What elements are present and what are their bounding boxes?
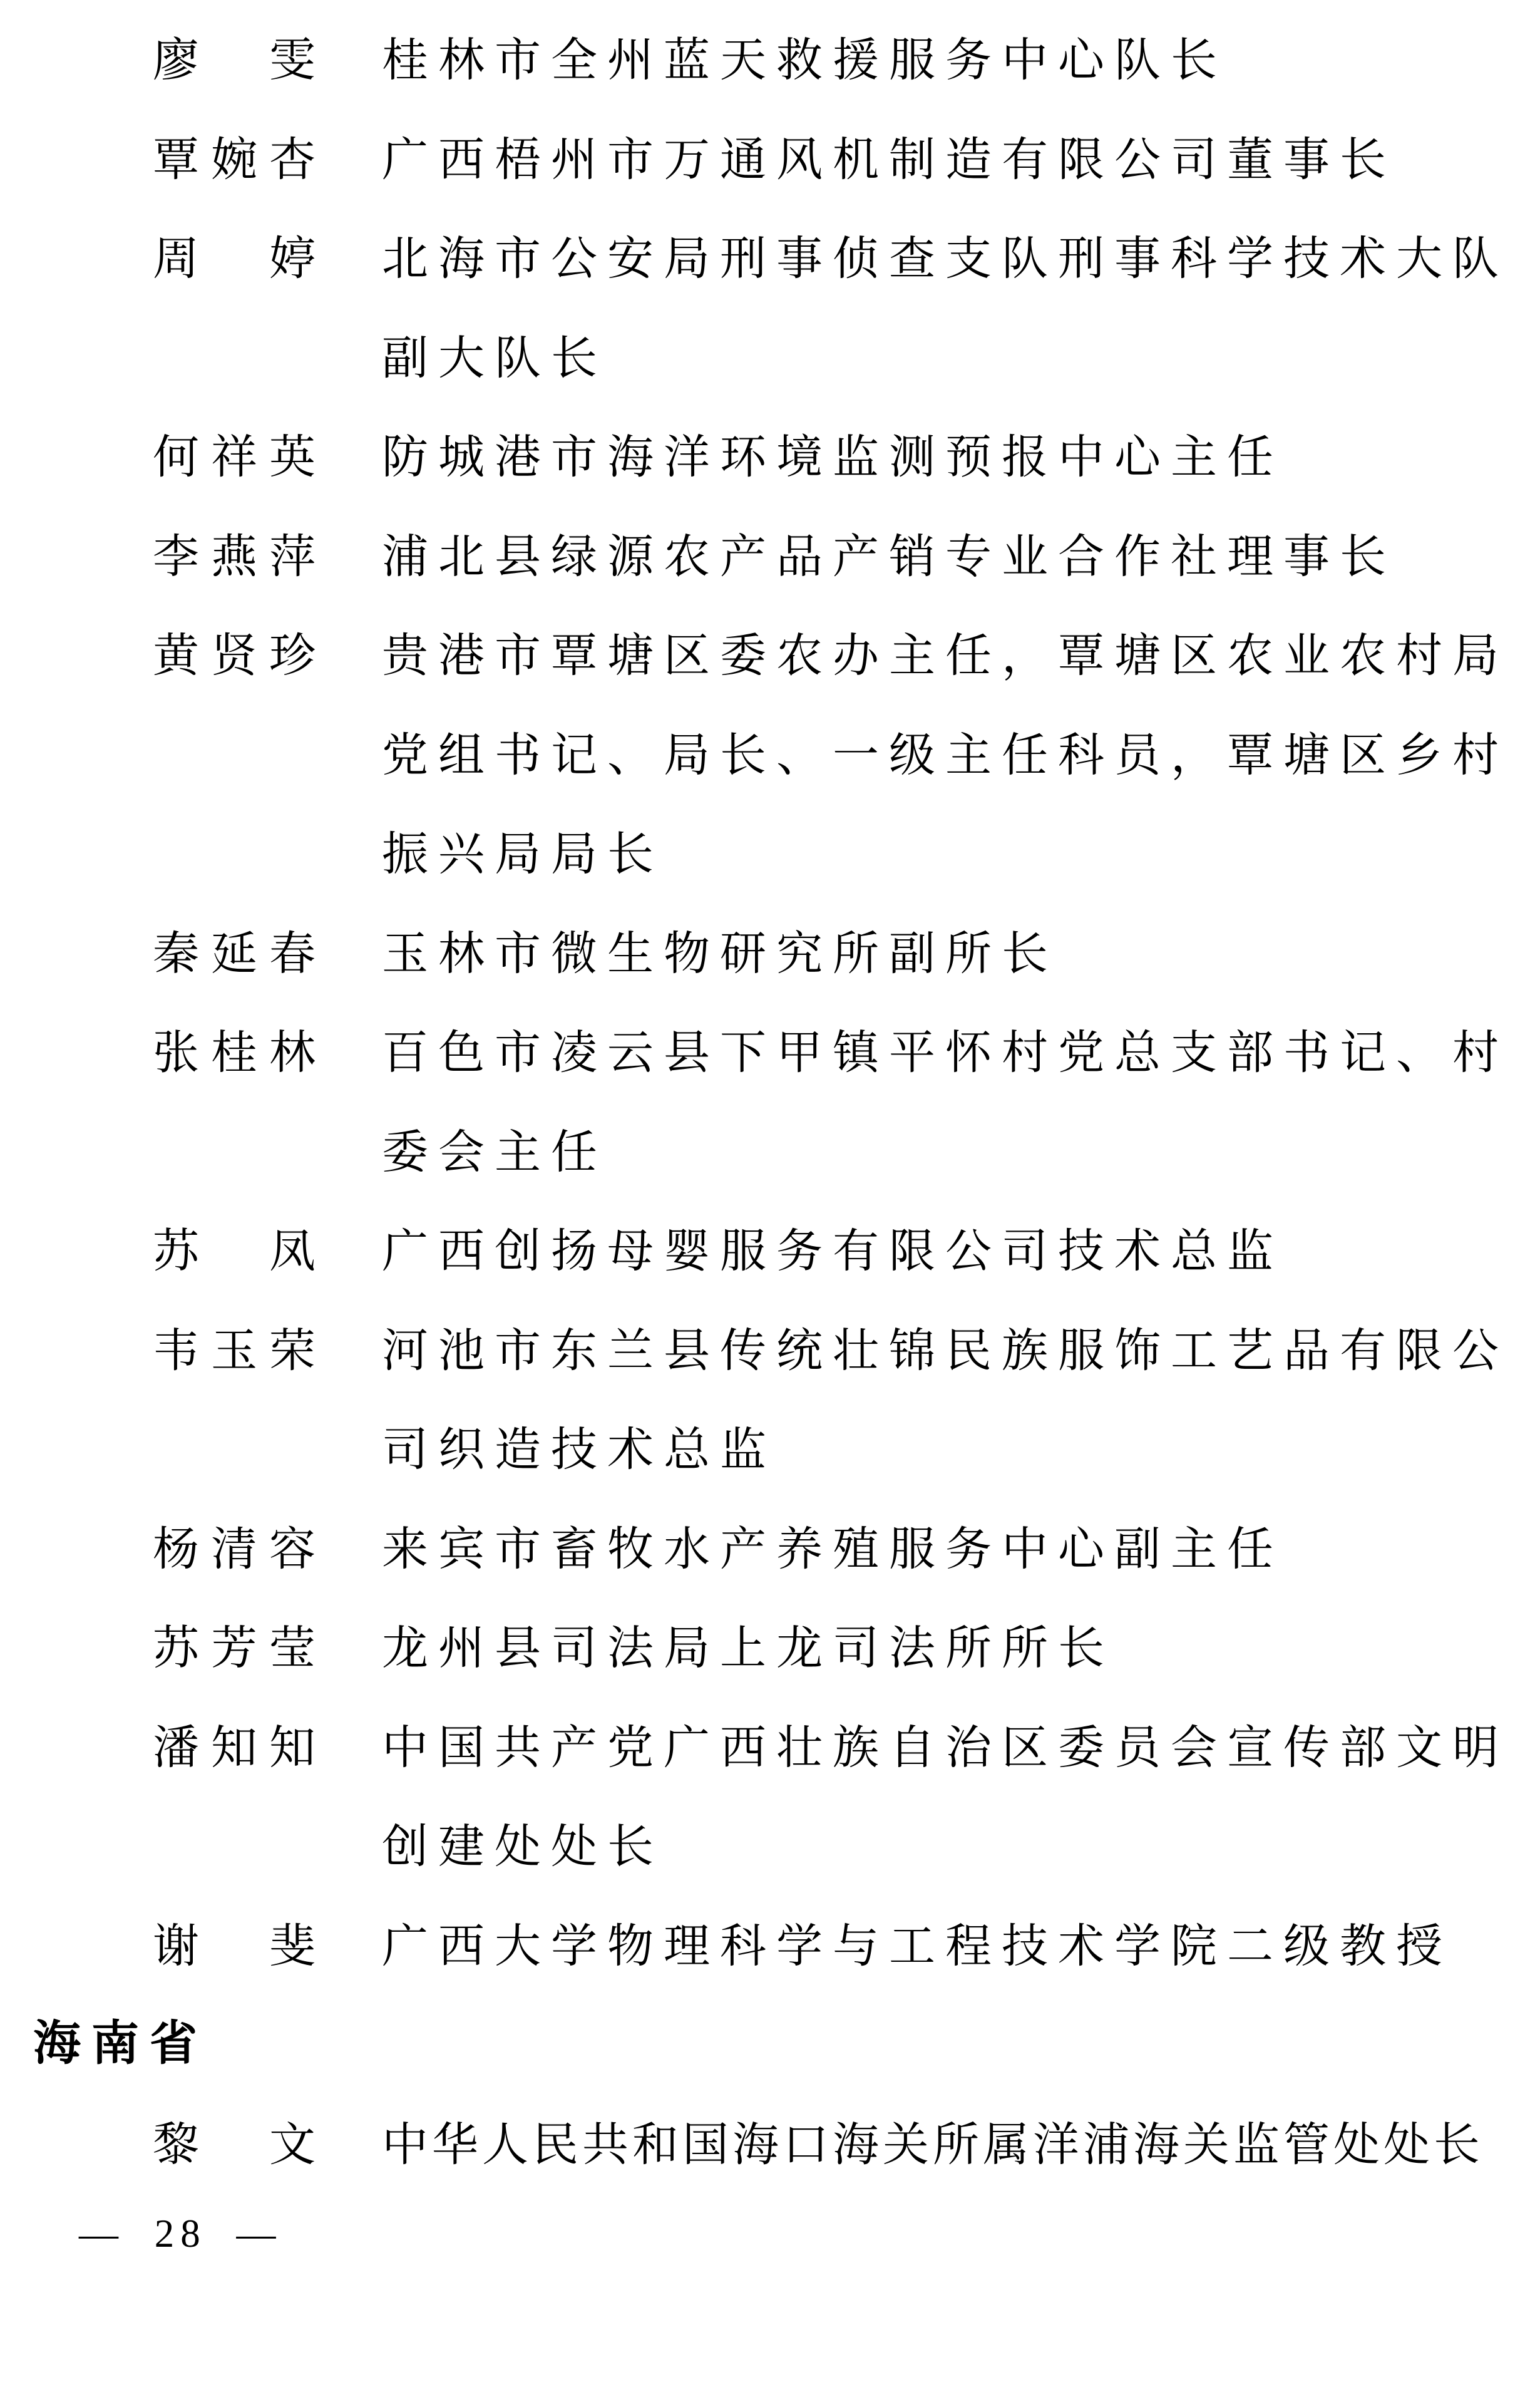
roster-row <box>0 1028 1540 1078</box>
person-title: 浦北县绿源农产品产销专业合作社理事长 <box>382 532 1396 583</box>
person-title: 广西创扬母婴服务有限公司技术总监 <box>382 1226 1283 1277</box>
person-name: 周 婷 <box>153 234 327 285</box>
roster-row <box>0 135 1540 185</box>
roster-row-continuation <box>0 731 1540 781</box>
person-title: 广西大学物理科学与工程技术学院二级教授 <box>382 1921 1452 1972</box>
roster-row-continuation <box>0 1822 1540 1872</box>
roster-row <box>0 1326 1540 1376</box>
person-title: 防城港市海洋环境监测预报中心主任 <box>382 432 1283 483</box>
person-name: 苏 凤 <box>153 1226 327 1277</box>
person-title-continuation: 党组书记、局长、一级主任科员，覃塘区乡村 <box>382 730 1509 781</box>
roster-row-continuation <box>0 334 1540 384</box>
roster-row <box>0 2120 1540 2170</box>
person-title-continuation: 副大队长 <box>382 333 607 384</box>
roster-row-continuation <box>0 830 1540 880</box>
roster-row <box>0 1525 1540 1575</box>
roster-row <box>0 631 1540 681</box>
roster-row-continuation <box>0 1425 1540 1475</box>
person-title: 广西梧州市万通风机制造有限公司董事长 <box>382 135 1396 186</box>
person-title: 桂林市全州蓝天救援服务中心队长 <box>382 35 1227 86</box>
person-title: 贵港市覃塘区委农办主任，覃塘区农业农村局 <box>382 631 1509 682</box>
roster-row <box>0 929 1540 979</box>
person-title-continuation: 司织造技术总监 <box>382 1425 776 1476</box>
person-name: 何祥英 <box>153 432 327 483</box>
person-name: 秦延春 <box>153 929 327 980</box>
person-name: 黎 文 <box>153 2120 327 2171</box>
section-header-hainan: 海南省 <box>33 2017 208 2070</box>
roster-row <box>0 532 1540 582</box>
person-title-continuation: 委会主任 <box>382 1127 607 1178</box>
page-number: — 28 — <box>79 2212 282 2256</box>
person-name: 谢 斐 <box>153 1921 327 1972</box>
person-name: 苏芳莹 <box>153 1623 327 1674</box>
person-name: 韦玉荣 <box>153 1326 327 1377</box>
roster-row <box>0 1227 1540 1277</box>
person-title: 河池市东兰县传统壮锦民族服饰工艺品有限公 <box>382 1326 1509 1377</box>
person-title: 来宾市畜牧水产养殖服务中心副主任 <box>382 1524 1283 1575</box>
person-title: 中国共产党广西壮族自治区委员会宣传部文明 <box>382 1723 1509 1774</box>
person-name: 杨清容 <box>153 1524 327 1575</box>
person-title-continuation: 创建处处长 <box>382 1822 664 1873</box>
person-title: 玉林市微生物研究所副所长 <box>382 929 1058 980</box>
person-name: 李燕萍 <box>153 532 327 583</box>
roster-row-continuation <box>0 1128 1540 1178</box>
person-name: 张桂林 <box>153 1028 327 1079</box>
person-name: 黄贤珍 <box>153 631 327 682</box>
roster-row <box>0 234 1540 284</box>
roster-row <box>0 433 1540 483</box>
roster-row <box>0 1922 1540 1972</box>
roster-row <box>0 1723 1540 1773</box>
person-title: 龙州县司法局上龙司法所所长 <box>382 1623 1114 1674</box>
roster-row <box>0 36 1540 86</box>
person-title-continuation: 振兴局局长 <box>382 829 664 880</box>
person-title: 百色市凌云县下甲镇平怀村党总支部书记、村 <box>382 1028 1509 1079</box>
person-title: 北海市公安局刑事侦查支队刑事科学技术大队 <box>382 234 1509 285</box>
person-name: 廖 雯 <box>153 35 327 86</box>
roster-row <box>0 1624 1540 1674</box>
person-name: 覃婉杏 <box>153 135 327 186</box>
person-title: 中华人民共和国海口海关所属洋浦海关监管处处长 <box>382 2120 1484 2171</box>
person-name: 潘知知 <box>153 1723 327 1774</box>
